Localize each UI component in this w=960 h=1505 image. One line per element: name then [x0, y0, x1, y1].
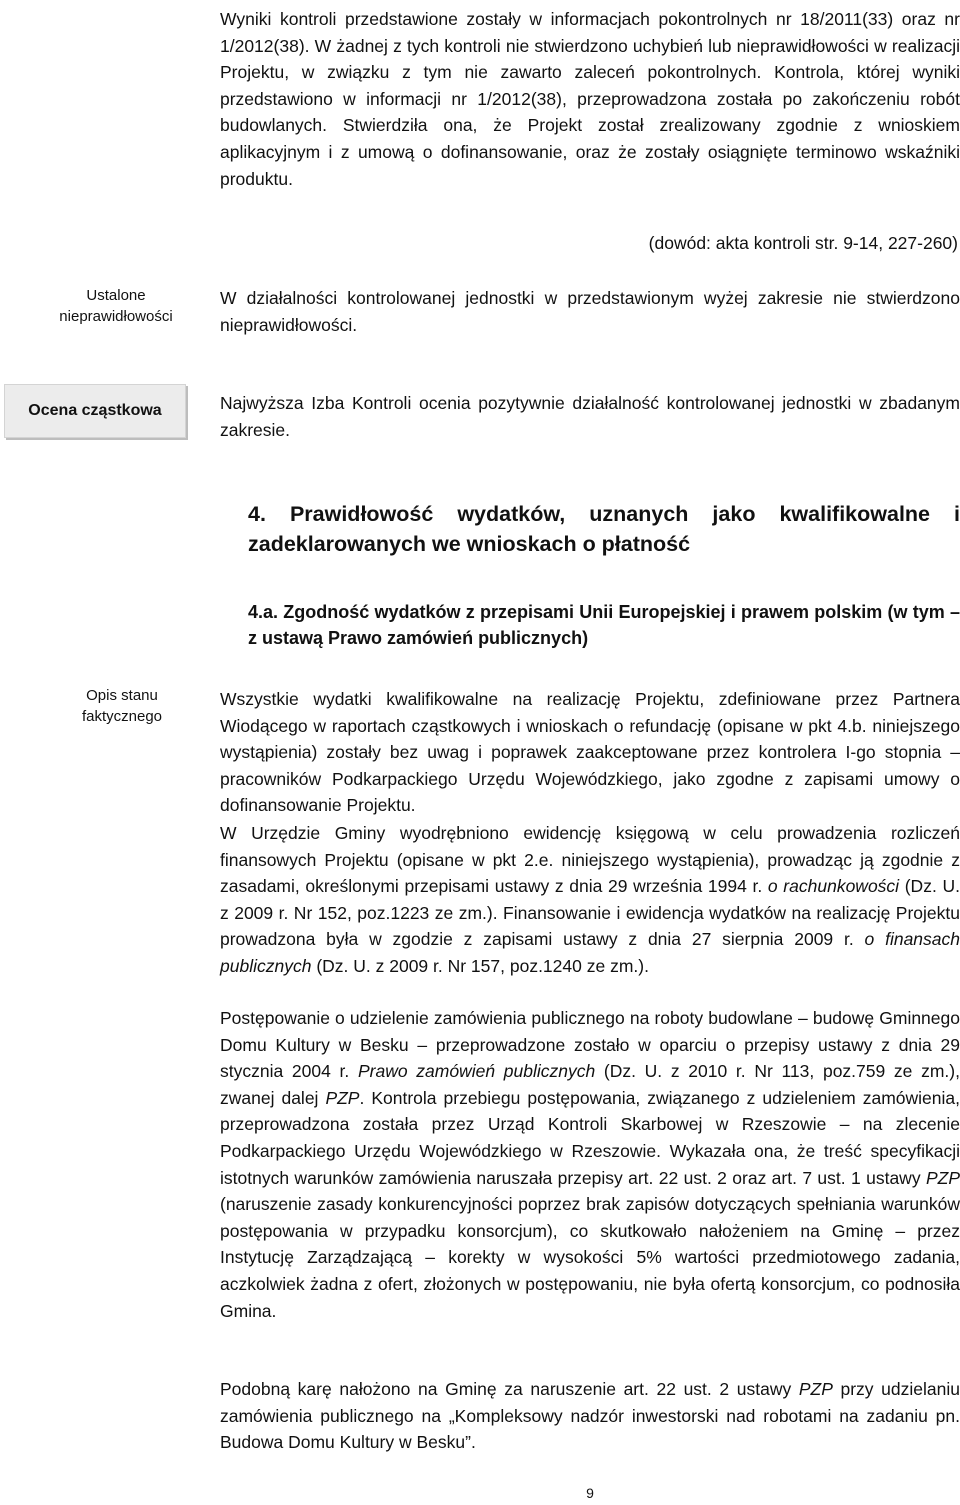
facts-side-label: Opis stanu faktycznego [81, 687, 163, 725]
section-4-heading: 4. Prawidłowość wydatków, uznanych jako kwalifikowalne i zadeklarowanych we wnioskach o płatność [248, 502, 960, 556]
partial-assessment-text: Najwyższa Izba Kontroli ocenia pozytywnie działalność kontrolowanej jednostki w zbadanym zakresie. [220, 393, 960, 440]
partial-assessment-badge [4, 384, 186, 438]
irregularities-text: W działalności kontrolowanej jednostki w przedstawionym wyżej zakresie nie stwierdzono nieprawidłowości. [220, 288, 960, 335]
section-4a-subheading: 4.a. Zgodność wydatków z przepisami Unii Europejskiej i prawem polskim (w tym – z ustawą Prawo zamówień publicznych) [248, 602, 960, 648]
page-number: 9 [586, 1485, 594, 1501]
irregularities-side-label: Ustalone nieprawidłowości [59, 287, 173, 325]
intro-paragraph: Wyniki kontroli przedstawione zostały w informacjach pokontrolnych nr 18/2011(33) oraz nr 1/2012(38). W żadnej z tych kontroli nie stwierdzono uchybień lub nieprawidłowości w realizacji Projektu, w związku z tym nie zawarto zaleceń pokontrolnych. Kontrola, której wyniki przedstawiono w informacji nr 1/2012(38), przeprowadzona została po zakończeniu robót budowlanych. Stwierdziła ona, że Projekt został zrealizowany zgodnie z wnioskiem aplikacyjnym i z umową o dofinansowanie, oraz że zostały osiągnięte terminowo wskaźniki produktu. [220, 9, 960, 189]
evidence-reference: (dowód: akta kontroli str. 9-14, 227-260) [648, 233, 958, 253]
facts-paragraph-3: Postępowanie o udzielenie zamówienia publicznego na roboty budowlane – budowę Gminnego Domu Kultury w Besku – przeprowadzone zostało w oparciu o przepisy ustawy z dnia 29 stycznia 2004 r. Prawo zamówień publicznych (Dz. U. z 2010 r. Nr 113, poz.759 ze zm.), zwanej dalej PZP. Kontrola przebiegu postępowania, związanego z udzieleniem zamówienia, przeprowadzona została przez Urząd Kontroli Skarbowej w Rzeszowie – na zlecenie Podkarpackiego Urzędu Wojewódzkiego w Rzeszowie. Wykazała ona, że treść specyfikacji istotnych warunków zamówienia naruszała przepisy art. 22 ust. 2 oraz art. 7 ust. 1 ustawy PZP (naruszenie zasady konkurencyjności poprzez brak zapisów dotyczących spełniania warunków postępowania w przypadku konsorcjum), co skutkowało nałożeniem na Gminę – przez Instytucję Zarządzającą – korekty w wysokości 5% wartości przedmiotowego zadania, aczkolwiek żadna z ofert, złożonych w postępowaniu, nie była ofertą konsorcjum, co podnosiła Gmina. [220, 1008, 960, 1321]
facts-paragraph-2: W Urzędzie Gminy wyodrębniono ewidencję księgową w celu prowadzenia rozliczeń finansowych Projektu (opisane w pkt 2.e. niniejszego wystąpienia), prowadząc ją zgodnie z zasadami, określonymi przepisami ustawy z dnia 29 września 1994 r. o rachunkowości (Dz. U. z 2009 r. Nr 152, poz.1223 ze zm.). Finansowanie i ewidencja wydatków na realizację Projektu prowadzona była w zgodzie z zapisami ustawy z dnia 27 sierpnia 2009 r. o finansach publicznych (Dz. U. z 2009 r. Nr 157, poz.1240 ze zm.). [220, 823, 960, 976]
facts-paragraph-1: Wszystkie wydatki kwalifikowalne na realizację Projektu, zdefiniowane przez Partnera Wiodącego w raportach cząstkowych i wnioskach o refundację (opisane w pkt 4.b. niniejszego wystąpienia) zostały bez uwag i poprawek zaakceptowane przez kontrolera I-go stopnia – pracowników Podkarpackiego Urzędu Wojewódzkiego, jako zgodne z zapisami umowy o dofinansowanie Projektu. [220, 689, 960, 816]
partial-assessment-badge-label: Ocena cząstkowa [28, 402, 162, 419]
facts-paragraph-4: Podobną karę nałożono na Gminę za naruszenie art. 22 ust. 2 ustawy PZP przy udzielaniu zamówienia publicznego na „Kompleksowy nadzór inwestorski nad robotami na zadaniu pn. Budowa Domu Kultury w Besku”. [220, 1379, 960, 1453]
